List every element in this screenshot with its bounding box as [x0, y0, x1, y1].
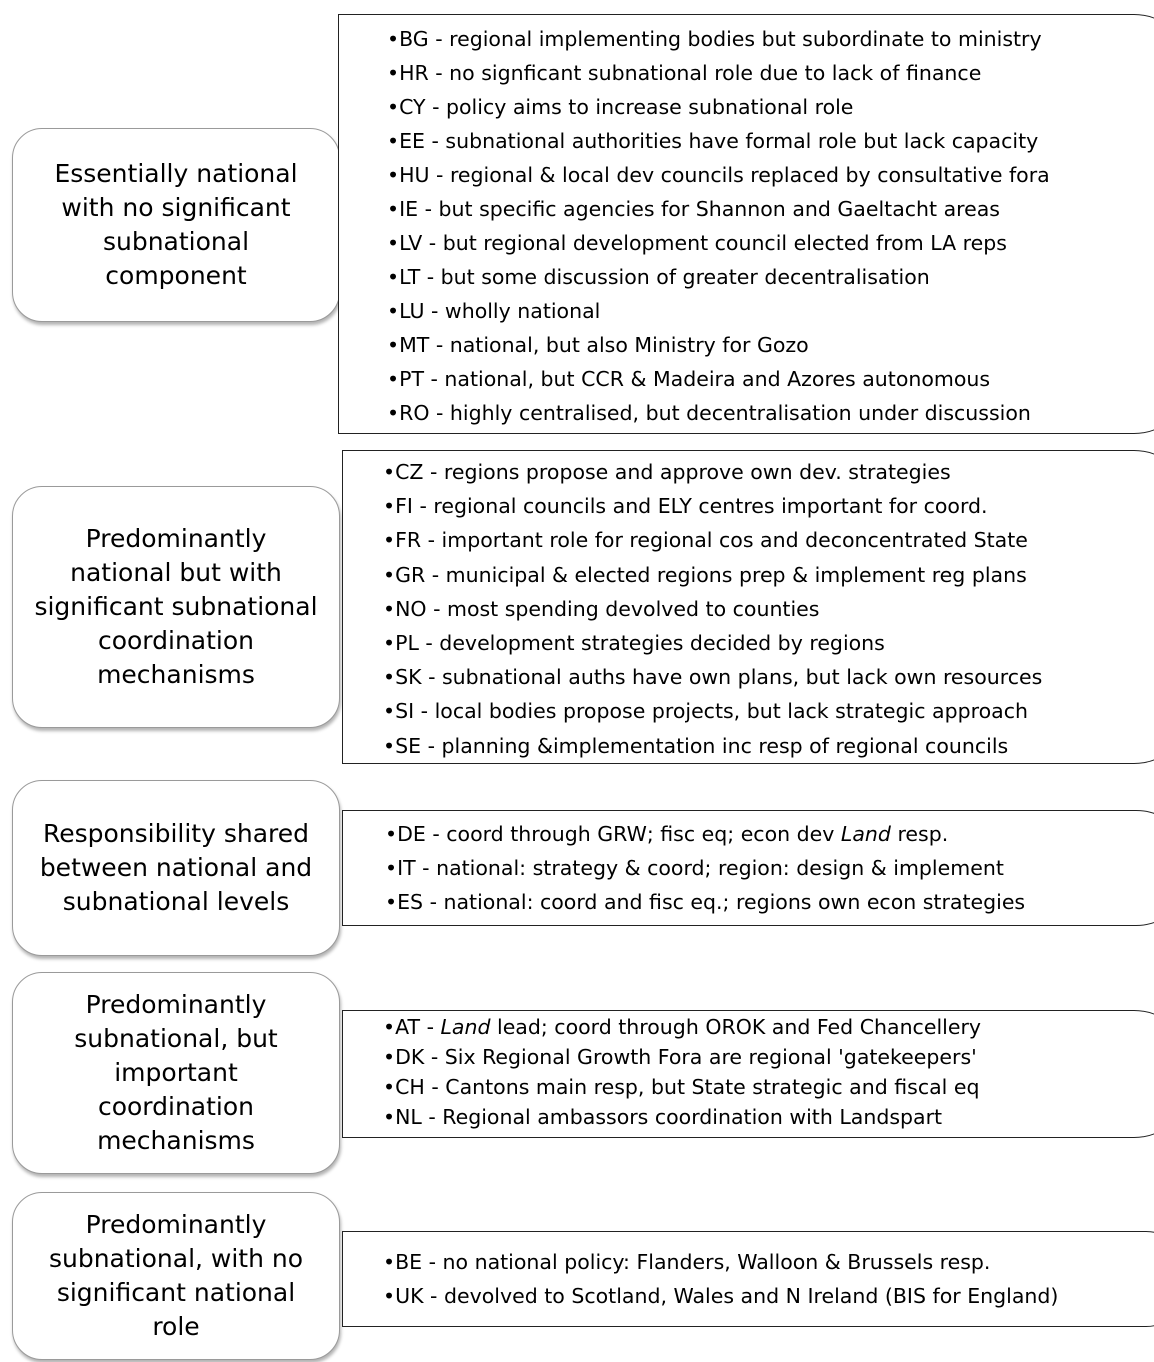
country-item: • PT - national, but CCR & Madeira and Azores autonomous — [387, 362, 1154, 396]
country-item: • CZ - regions propose and approve own dev. strategies — [383, 455, 1154, 489]
category-label: Predominantly subnational, with no significant national role — [48, 1210, 304, 1341]
country-item: • EE - subnational authorities have formal role but lack capacity — [387, 124, 1154, 158]
country-item: • AT - Land lead; coord through OROK and Fed Chancellery — [383, 1012, 1154, 1042]
country-item: • PL - development strategies decided by regions — [383, 626, 1154, 660]
country-item: • LV - but regional development council elected from LA reps — [387, 226, 1154, 260]
country-list-panel — [342, 450, 1154, 764]
country-list-panel — [338, 14, 1154, 434]
country-item: • DK - Six Regional Growth Fora are regional 'gatekeepers' — [383, 1042, 1154, 1072]
country-item: • CY - policy aims to increase subnational role — [387, 90, 1154, 124]
category-label: Responsibility shared between national and subnational levels — [39, 819, 313, 916]
category-box — [12, 128, 340, 322]
country-list-panel — [342, 810, 1154, 926]
country-item: • IE - but specific agencies for Shannon and Gaeltacht areas — [387, 192, 1154, 226]
country-item: • CH - Cantons main resp, but State strategic and fiscal eq — [383, 1072, 1154, 1102]
country-item: • SK - subnational auths have own plans, but lack own resources — [383, 660, 1154, 694]
category-box — [12, 1192, 340, 1360]
country-item: • MT - national, but also Ministry for Gozo — [387, 328, 1154, 362]
country-item: • DE - coord through GRW; fisc eq; econ dev Land resp. — [385, 817, 1154, 851]
category-box — [12, 780, 340, 956]
country-item: • GR - municipal & elected regions prep & implement reg plans — [383, 558, 1154, 592]
category-label: Essentially national with no significant subnational component — [54, 159, 298, 290]
country-item: • FI - regional councils and ELY centres important for coord. — [383, 489, 1154, 523]
country-item: • HR - no signficant subnational role due to lack of finance — [387, 56, 1154, 90]
country-item: • UK - devolved to Scotland, Wales and N Ireland (BIS for England) — [383, 1279, 1154, 1313]
country-item: • LU - wholly national — [387, 294, 1154, 328]
country-item: • RO - highly centralised, but decentralisation under discussion — [387, 396, 1154, 430]
country-item: • FR - important role for regional cos and deconcentrated State — [383, 523, 1154, 557]
category-box — [12, 972, 340, 1174]
category-label: Predominantly subnational, but important coordination mechanisms — [74, 990, 278, 1155]
country-item: • NL - Regional ambassors coordination with Landspart — [383, 1102, 1154, 1132]
category-label: Predominantly national but with significant subnational coordination mechanisms — [34, 524, 318, 689]
country-item: • HU - regional & local dev councils replaced by consultative fora — [387, 158, 1154, 192]
country-item: • BG - regional implementing bodies but subordinate to ministry — [387, 22, 1154, 56]
country-list-panel — [342, 1231, 1154, 1327]
country-item: • NO - most spending devolved to counties — [383, 592, 1154, 626]
country-item: • SE - planning &implementation inc resp of regional councils — [383, 729, 1154, 763]
country-item: • BE - no national policy: Flanders, Walloon & Brussels resp. — [383, 1245, 1154, 1279]
country-item: • IT - national: strategy & coord; region: design & implement — [385, 851, 1154, 885]
country-item: • ES - national: coord and fisc eq.; regions own econ strategies — [385, 885, 1154, 919]
country-list-panel — [342, 1010, 1154, 1138]
category-box — [12, 486, 340, 728]
country-item: • LT - but some discussion of greater decentralisation — [387, 260, 1154, 294]
country-item: • SI - local bodies propose projects, but lack strategic approach — [383, 694, 1154, 728]
